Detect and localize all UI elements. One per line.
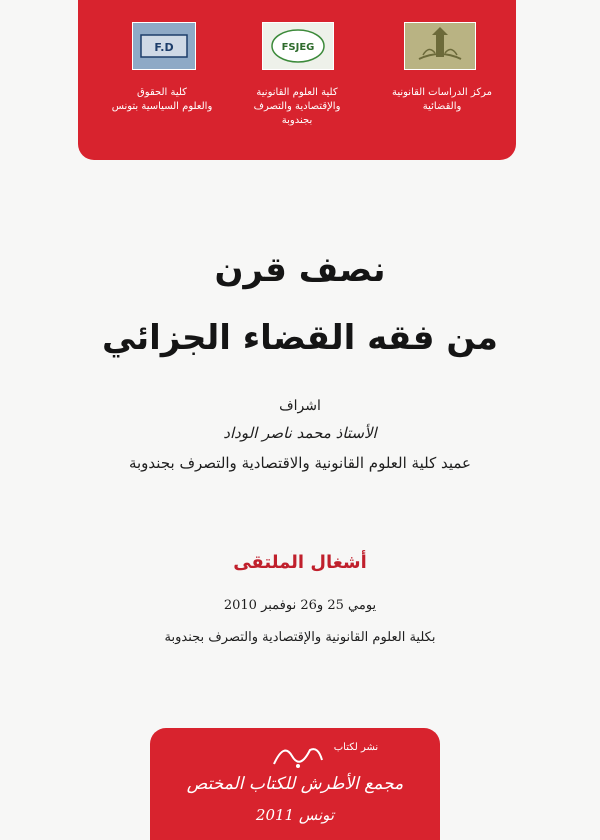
publisher-calligraphy-icon — [270, 738, 326, 772]
legal-studies-center-logo — [404, 22, 476, 70]
proceedings-heading: أشغال الملتقى — [233, 552, 367, 573]
header-band — [78, 0, 516, 160]
supervision-label: اشراف — [279, 398, 321, 414]
institution-legal-studies-center: مركز الدراسات القانونية والقضائية — [391, 87, 493, 112]
conference-dates: يومي 25 و26 نوفمبر 2010 — [223, 598, 377, 613]
law-faculty-tunis-logo — [132, 22, 196, 70]
fsjeg-logo-text: FSJEG — [281, 42, 315, 53]
book-title-line-1: نصف قرن — [214, 250, 386, 290]
book-title-line-2: من فقه القضاء الجزائي — [102, 318, 498, 358]
published-by-label: نشر لكتاب — [333, 742, 379, 753]
publisher-name: مجمع الأطرش للكتاب المختص — [186, 774, 404, 794]
fsjeg-logo — [262, 22, 334, 70]
conference-venue: بكلية العلوم القانونية والإقتصادية والتصرف بجندوبة — [164, 630, 436, 645]
publication-city-year: تونس 2011 — [255, 806, 335, 824]
institution-law-faculty-tunis: كلية الحقوق والعلوم السياسية بتونس — [111, 87, 213, 112]
institution-fsjeg-jendouba: كلية العلوم القانونية والإقتصادية والتصرف بجندوبة — [253, 87, 341, 126]
publisher-band — [150, 728, 440, 840]
svg-text:F.D: F.D — [154, 41, 174, 54]
dean-title: عميد كلية العلوم القانونية والاقتصادية والتصرف بجندوبة — [128, 454, 472, 472]
supervisor-name: الأستاذ محمد ناصر الوداد — [223, 424, 377, 442]
